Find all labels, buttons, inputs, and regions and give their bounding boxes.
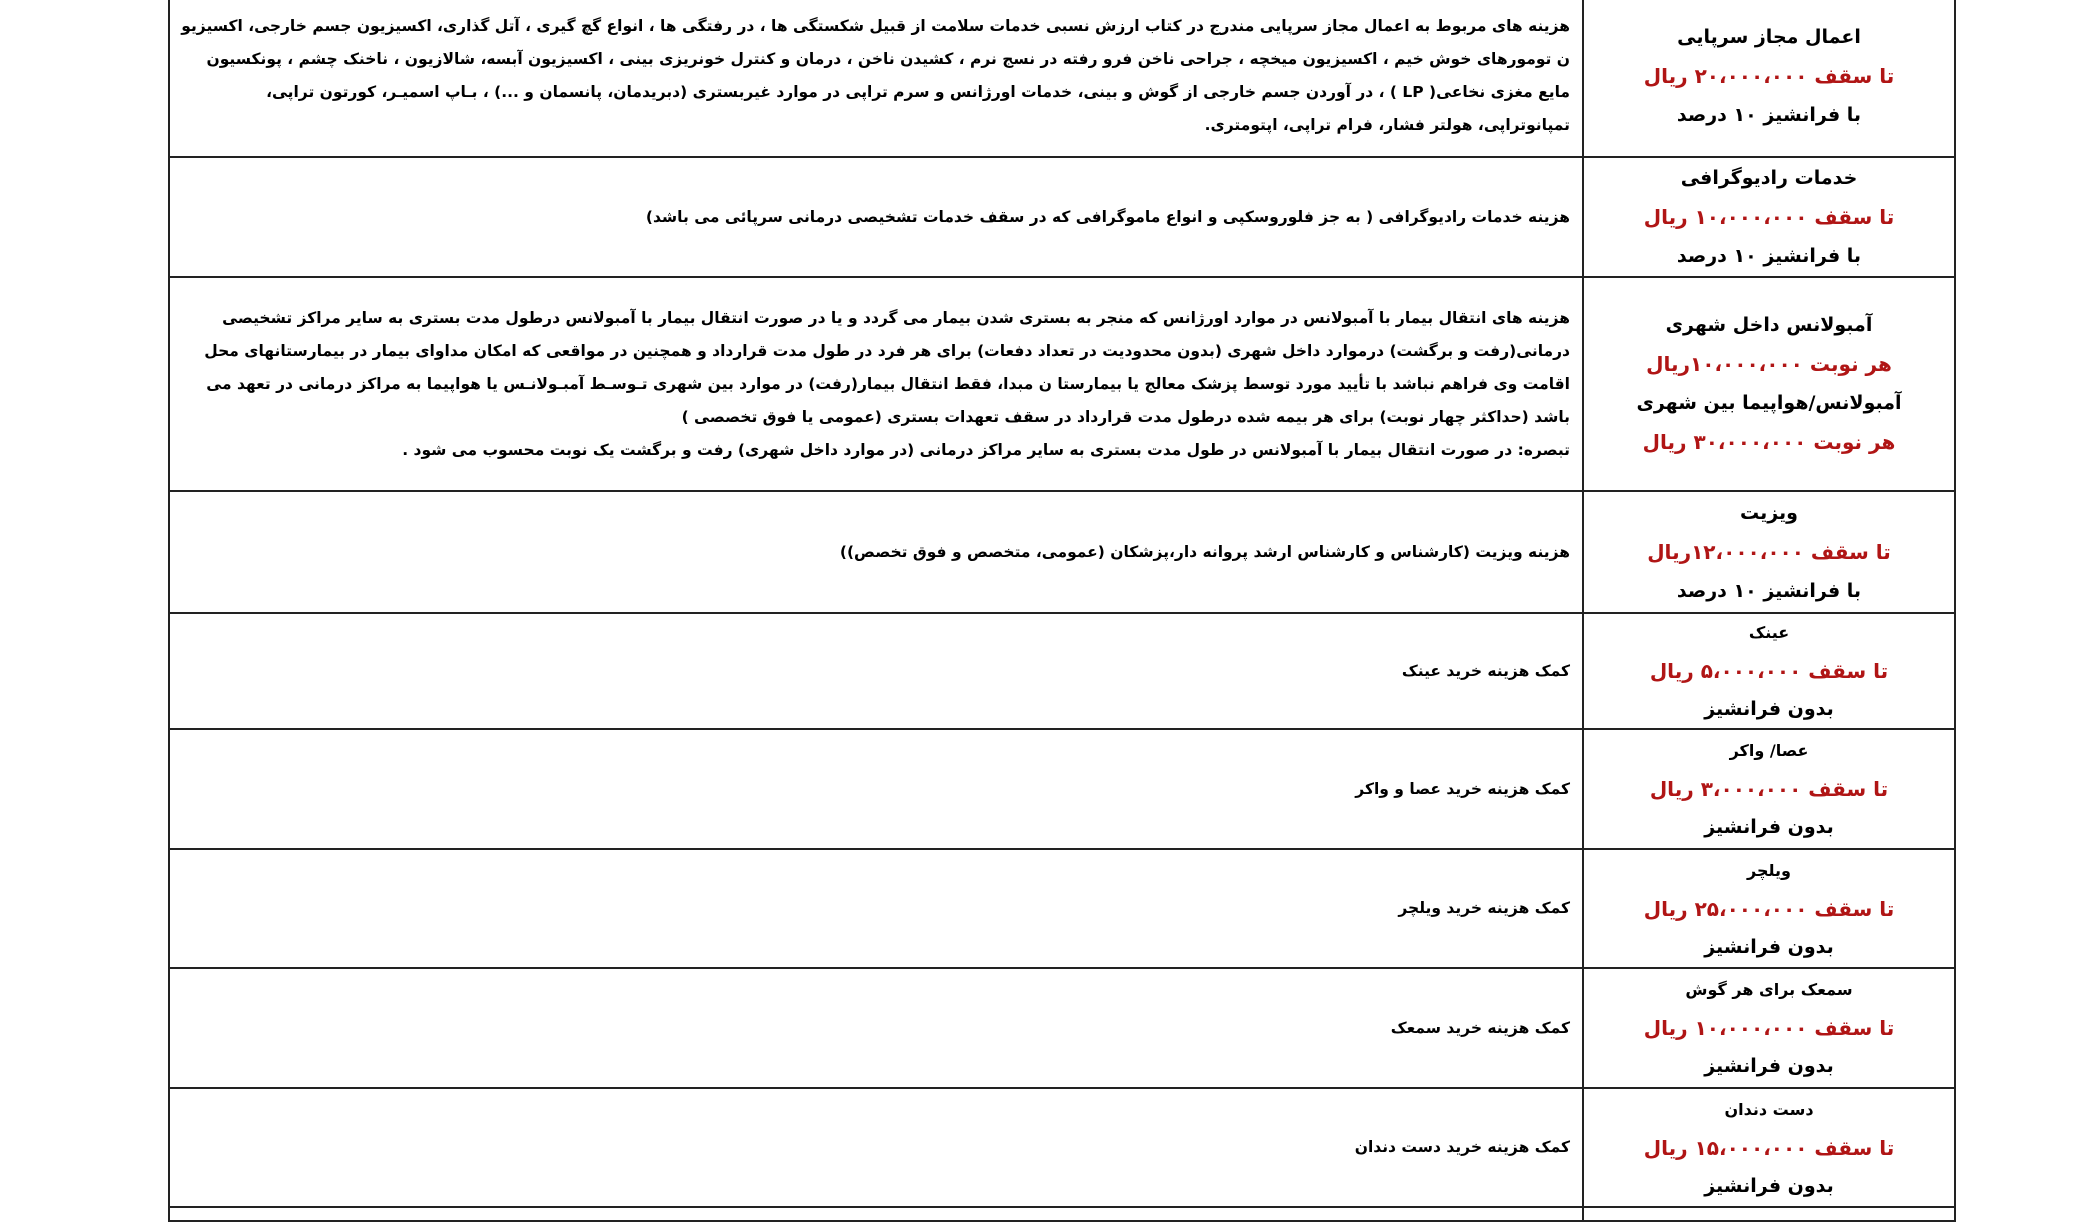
table-row: [169, 849, 1955, 968]
row-description: کمک هزینه خرید دست دندان: [169, 1088, 1583, 1207]
row-cap: تا سقف ۳،۰۰۰،۰۰۰ ریال: [1649, 777, 1889, 801]
row-title-cell: [1583, 613, 1955, 729]
table-row: [169, 968, 1955, 1088]
row-description: هزینه ویزیت (کارشناس و کارشناس ارشد پروانه دار،پزشکان (عمومی، متخصص و فوق تخصص)): [169, 491, 1583, 613]
table-row-spacer: [169, 1207, 1955, 1221]
row-title-cell: [1583, 0, 1955, 157]
table-row: [169, 0, 1955, 157]
spacer-cell: [169, 1207, 1583, 1221]
row-franchise: با فرانشیز ۱۰ درصد: [1676, 579, 1862, 602]
row-title: آمبولانس داخل شهری: [1665, 314, 1873, 336]
row-title-secondary: آمبولانس/هواپیما بین شهری: [1636, 392, 1902, 414]
table-row: [169, 157, 1955, 277]
row-description: کمک هزینه خرید سمعک: [169, 968, 1583, 1088]
row-description: هزینه های انتقال بیمار با آمبولانس در موارد اورژانس که منجر به بستری شدن بیمار می گردد و یا در صورت انتقال بیمار با آمبولانس درطول مدت بستری به سایر مراکز تشخیصی درمانی(رفت و برگشت) درموارد داخل شهری (بدون محدودیت در تعداد دفعات) برای هر فرد در طول مدت قرارداد و همچنین در مواقعی که امکان مداوای بیمار در بیمارستانهای محل اقامت وی فراهم نباشد با تأیید مورد توسط پزشک معالج یا بیمارستا ن مبدا، فقط انتقال بیمار(رفت) در موارد بین شهری تـوسـط آمبـولانـس یا هواپیما به مراکز درمانی در تعهد می باشد (حداکثر چهار نوبت) برای هر بیمه شده درطول مدت قرارداد در سقف تعهدات بستری (عمومی یا فوق تخصصی ): [204, 308, 1570, 426]
row-title: ویزیت: [1739, 501, 1798, 524]
row-title-cell: [1583, 1088, 1955, 1207]
table-row: [169, 613, 1955, 729]
row-description: کمک هزینه خرید عصا و واکر: [169, 729, 1583, 849]
row-franchise: بدون فرانشیز: [1704, 935, 1834, 958]
row-title-cell: [1583, 277, 1955, 491]
row-title: دست دندان: [1724, 1099, 1814, 1119]
row-franchise: با فرانشیز ۱۰ درصد: [1676, 103, 1862, 126]
row-franchise: بدون فرانشیز: [1704, 698, 1834, 720]
row-cap: تا سقف ۲۵،۰۰۰،۰۰۰ ریال: [1643, 896, 1895, 921]
table-row: [169, 1088, 1955, 1207]
row-cap: تا سقف ۱۵،۰۰۰،۰۰۰ ریال: [1643, 1135, 1895, 1160]
row-cap: تا سقف ۱۰،۰۰۰،۰۰۰ ریال: [1643, 1016, 1895, 1040]
table-row: [169, 491, 1955, 613]
spacer-cell: [1583, 1207, 1955, 1221]
row-cap: تا سقف ۱۰،۰۰۰،۰۰۰ ریال: [1643, 204, 1895, 229]
row-description: هزینه خدمات رادیوگرافی ( به جز فلوروسکپی و انواع ماموگرافی که در سقف خدمات تشخیصی درمانی سرپائی می باشد): [169, 157, 1583, 277]
row-franchise: بدون فرانشیز: [1704, 816, 1834, 838]
row-description: هزینه های مربوط به اعمال مجاز سرپایی مندرج در کتاب ارزش نسبی خدمات سلامت از قبیل شکستگی ها ، در رفتگی ها ، انواع گچ گیری ، آتل گذاری، اکسیزیون جسم خارجی، اکسیزیو ن تومورهای خوش خیم ، اکسیزیون میخچه ، جراحی ناخن فرو رفته در نسج نرم ، کشیدن ناخن ، درمان و کنترل خونریزی بینی ، اکسیزیون آبسه، شالازیون ، ناخنک چشم ، پونکسیون مایع مغزی نخاعی( LP ) ، در آوردن جسم خارجی از گوش و بینی، خدمات اورژانس و سرم تراپی در موارد غیربستری (دبریدمان، پانسمان و ...) ، بـاپ اسمیـر، کورتون تراپی، تمپانوتراپی، هولتر فشار، فرام تراپی، اپتومتری.: [169, 0, 1583, 157]
row-cap: هر نوبت ۱۰،۰۰۰،۰۰۰ریال: [1646, 352, 1892, 376]
row-title-cell: [1583, 849, 1955, 968]
row-description: کمک هزینه خرید ویلچر: [169, 849, 1583, 968]
row-description-cell: [169, 277, 1583, 491]
table-row: [169, 277, 1955, 491]
row-title-cell: [1583, 491, 1955, 613]
row-title-cell: [1583, 157, 1955, 277]
row-description: کمک هزینه خرید عینک: [169, 613, 1583, 729]
row-title: اعمال مجاز سرپایی: [1677, 25, 1861, 48]
row-cap: تا سقف ۵،۰۰۰،۰۰۰ ریال: [1649, 659, 1889, 683]
row-cap: تا سقف ۲۰،۰۰۰،۰۰۰ ریال: [1643, 63, 1895, 88]
row-title-cell: [1583, 968, 1955, 1088]
row-franchise: بدون فرانشیز: [1704, 1174, 1834, 1197]
row-note: تبصره: در صورت انتقال بیمار با آمبولانس در طول مدت بستری به سایر مراکز درمانی (در موارد داخل شهری) رفت و برگشت یک نوبت محسوب می شود .: [402, 440, 1570, 459]
row-title: عینک: [1748, 623, 1790, 642]
row-title: عصا/ واکر: [1729, 741, 1809, 760]
benefits-table: [168, 0, 1956, 1222]
table-row: [169, 729, 1955, 849]
row-cap: تا سقف ۱۲،۰۰۰،۰۰۰ریال: [1647, 539, 1891, 564]
row-title-cell: [1583, 729, 1955, 849]
row-title: ویلچر: [1747, 860, 1791, 880]
row-title: سمعک برای هر گوش: [1685, 980, 1853, 999]
row-franchise: بدون فرانشیز: [1704, 1055, 1834, 1077]
row-cap-secondary: هر نوبت ۳۰،۰۰۰،۰۰۰ ریال: [1642, 430, 1896, 454]
row-franchise: با فرانشیز ۱۰ درصد: [1676, 244, 1862, 267]
row-title: خدمات رادیوگرافی: [1680, 166, 1858, 189]
